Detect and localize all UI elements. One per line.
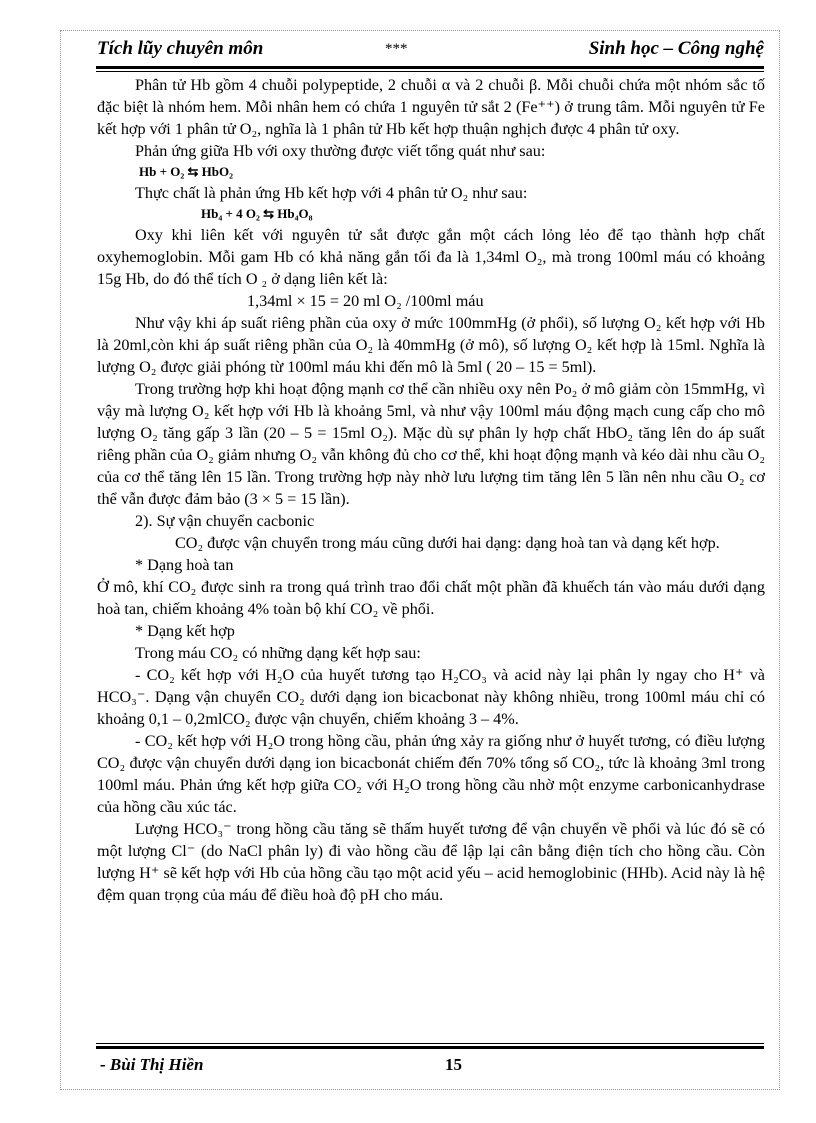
paragraph: Lượng HCO₃⁻ trong hồng cầu tăng sẽ thấm huyết tương để vận chuyển về phổi và lúc đó sẽ có một lượng Cl⁻ (do NaCl phân ly) đi vào hồng cầu để lập lại cân bằng điện tích cho hồng cầu. Còn lượng H⁺ sẽ kết hợp với Hb của hồng cầu tạo một acid yếu – acid hemoglobinic (HHb). Acid này là hệ đệm quan trọng của máu để điều hoà độ pH cho máu. — [97, 820, 765, 904]
paragraph: Phân tử Hb gồm 4 chuỗi polypeptide, 2 chuỗi α và 2 chuỗi β. Mỗi chuỗi chứa một nhóm sắc tố đặc biệt là nhóm hem. Mỗi nhân hem có chứa 1 nguyên tử sắt 2 (Fe⁺⁺) ở trung tâm. Mỗi nguyên tử Fe kết hợp với 1 phân tử O₂, nghĩa là 1 phân tử Hb kết hợp thuận nghịch được 4 phân tử oxy. — [97, 76, 765, 138]
equation: 1,34ml × 15 = 20 ml O₂ /100ml máu — [247, 292, 484, 310]
body-text — [97, 74, 765, 906]
paragraph: Trong máu CO₂ có những dạng kết hợp sau: — [135, 644, 421, 662]
paragraph: - CO₂ kết hợp với H₂O trong hồng cầu, phản ứng xảy ra giống như ở huyết tương, có điều lượng CO₂ được vận chuyển dưới dạng ion bicacbonát chiếm đến 70% tổng số CO₂, tức là khoảng 3ml trong 100ml máu. Phản ứng kết hợp giữa CO₂ với H₂O trong hồng cầu nhờ một enzyme carbonicanhydrase của hồng cầu xúc tác. — [97, 732, 765, 816]
page-number: 15 — [445, 1055, 462, 1074]
footer-rule-thick — [96, 1046, 764, 1049]
footer-rule-thin — [96, 1043, 764, 1044]
equation: Hb + O₂ ⇆ HbO₂ — [139, 164, 234, 179]
paragraph: CO₂ được vận chuyển trong máu cũng dưới hai dạng: dạng hoà tan và dạng kết hợp. — [175, 534, 720, 552]
header-rule-thin — [96, 71, 764, 72]
header-right-title: Sinh học – Công nghệ — [588, 38, 764, 59]
paragraph: - CO₂ kết hợp với H₂O của huyết tương tạo H₂CO₃ và acid này lại phân ly ngay cho H⁺ và HCO₃⁻. Dạng vận chuyển CO₂ dưới dạng ion bicacbonat này không nhiều, trong 100ml máu chỉ có khoảng 0,1 – 0,2mlCO₂ được vận chuyển, chiếm khoảng 3 – 4%. — [97, 666, 765, 728]
paragraph: Phản ứng giữa Hb với oxy thường được viết tổng quát như sau: — [135, 142, 546, 160]
paragraph: Như vậy khi áp suất riêng phần của oxy ở mức 100mmHg (ở phổi), số lượng O₂ kết hợp với Hb là 20ml,còn khi áp suất riêng phần của O₂ là 40mmHg (ở mô), số lượng O₂ kết hợp là 15ml. Nghĩa là lượng O₂ được giải phóng từ 100ml máu khi đến mô là 5ml ( 20 – 15 = 5ml). — [97, 314, 765, 376]
footer-author: - Bùi Thị Hiền — [100, 1055, 204, 1074]
subheading: * Dạng kết hợp — [135, 622, 235, 640]
paragraph: Thực chất là phản ứng Hb kết hợp với 4 phân tử O₂ như sau: — [135, 184, 528, 202]
header-left-title: Tích lũy chuyên môn — [97, 38, 264, 59]
equation: Hb₄ + 4 O₂ ⇆ Hb₄O₈ — [201, 206, 313, 221]
subheading: * Dạng hoà tan — [135, 556, 234, 574]
header-rule-thick — [96, 66, 764, 69]
paragraph: Ở mô, khí CO₂ được sinh ra trong quá trình trao đổi chất một phần đã khuếch tán vào máu dưới dạng hoà tan, chiếm khoảng 4% toàn bộ khí CO₂ về phổi. — [97, 578, 765, 618]
paragraph: Oxy khi liên kết với nguyên tử sắt được gắn một cách lỏng lẻo để tạo thành hợp chất oxyhemoglobin. Mỗi gam Hb có khả năng gắn tối đa là 1,34ml O₂, mà trong 100ml máu có khoảng 15g Hb, do đó thể tích O ₂ ở dạng liên kết là: — [97, 226, 765, 288]
page-header — [97, 38, 764, 66]
paragraph: Trong trường hợp khi hoạt động mạnh cơ thể cần nhiều oxy nên Po₂ ở mô giảm còn 15mmHg, vì vậy mà lượng O₂ kết hợp với Hb là khoảng 5ml, và như vậy 100ml máu động mạch cung cấp cho mô lượng O₂ tăng gấp 3 lần (20 – 5 = 15ml O₂). Mặc dù sự phân ly hợp chất HbO₂ tăng lên do áp suất riêng phần của O₂ giảm nhưng O₂ vẫn không đủ cho cơ thể, khi hoạt động mạnh và kéo dài nhu cầu O₂ của cơ thể tăng lên 15 lần. Trong trường hợp này nhờ lưu lượng tim tăng lên 5 lần nên nhu cầu O₂ cơ thể vẫn được đảm bảo (3 × 5 = 15 lần). — [97, 380, 765, 508]
section-heading: 2). Sự vận chuyển cacbonic — [135, 512, 315, 530]
header-center-mark: *** — [385, 41, 408, 57]
